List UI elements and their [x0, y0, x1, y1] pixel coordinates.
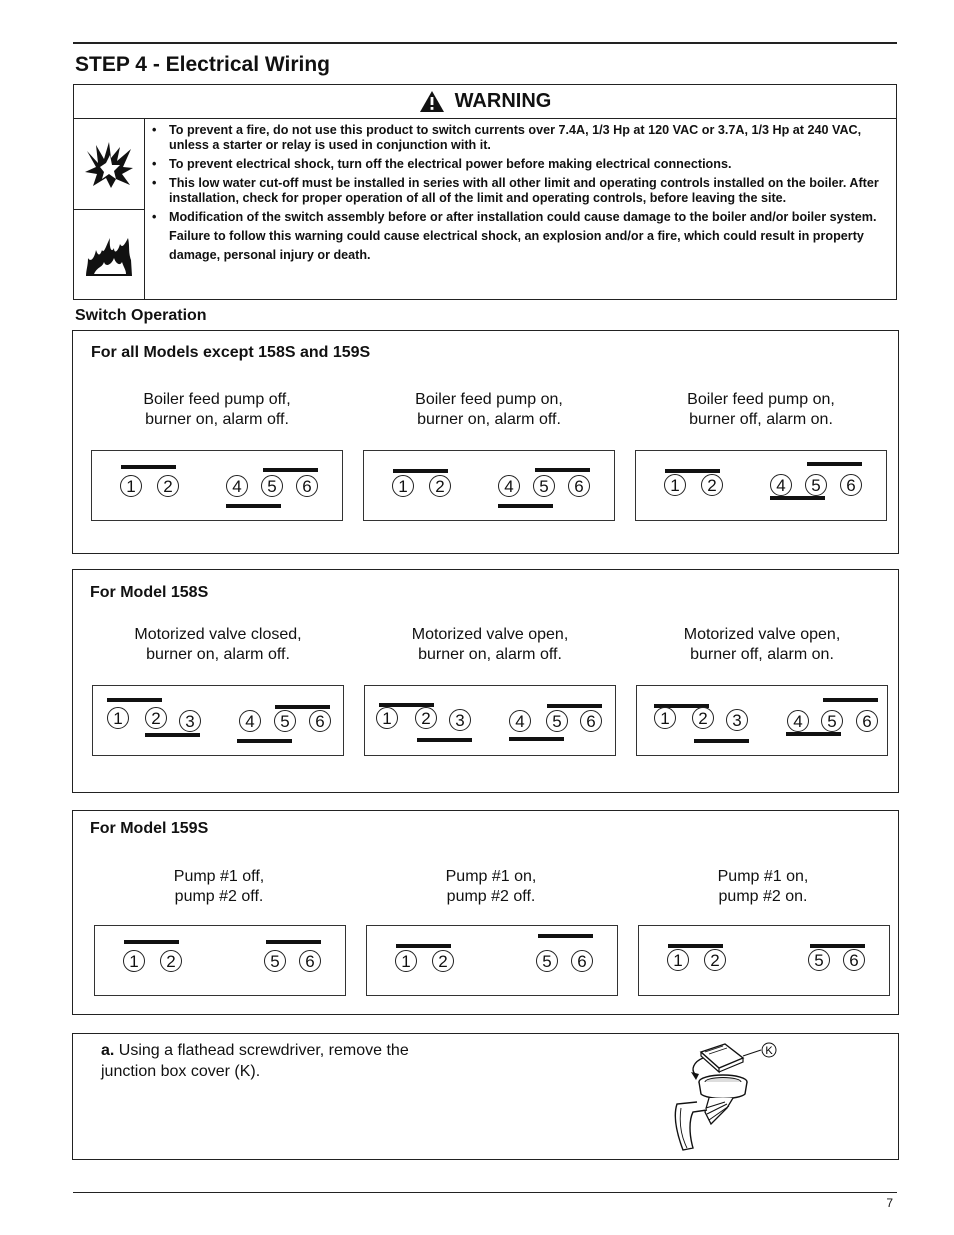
- switch-diagram: [91, 450, 343, 521]
- terminal-5: 5: [536, 950, 558, 972]
- terminal-6: 6: [568, 475, 590, 497]
- warning-bullet: • This low water cut-off must be installed in series with all other limit and operating controls installed on the boiler. After installation, check for proper operation of all of the limit and operating controls, before leaving the site.: [152, 176, 892, 206]
- terminal-2: 2: [415, 707, 437, 729]
- step-instruction: Using a flathead screwdriver, remove the junction box cover (K).: [101, 1042, 409, 1080]
- contact-bar: [393, 469, 448, 473]
- terminal-6: 6: [840, 474, 862, 496]
- terminal-6: 6: [309, 710, 331, 732]
- terminal-3: 3: [449, 709, 471, 731]
- panel-heading: For all Models except 158S and 159S: [91, 344, 371, 361]
- terminal-2: 2: [692, 707, 714, 729]
- contact-bar: [226, 504, 281, 508]
- step-letter: a.: [101, 1042, 115, 1059]
- bottom-rule: [73, 1192, 897, 1193]
- warning-consequence: Failure to follow this warning could cause electrical shock, an explosion and/or a fire, which could result in property damage, personal injury or death.: [169, 229, 864, 262]
- contact-bar: [417, 738, 472, 742]
- terminal-6: 6: [580, 710, 602, 732]
- terminal-1: 1: [395, 950, 417, 972]
- terminal-4: 4: [509, 710, 531, 732]
- warning-header: [74, 85, 896, 119]
- icon-separator: [74, 209, 144, 210]
- terminal-2: 2: [157, 475, 179, 497]
- terminal-4: 4: [498, 475, 520, 497]
- contact-bar: [547, 704, 602, 708]
- terminal-6: 6: [843, 949, 865, 971]
- explosion-icon: [84, 141, 134, 189]
- terminal-5: 5: [274, 710, 296, 732]
- switch-diagram: [92, 685, 344, 756]
- contact-bar: [535, 468, 590, 472]
- warning-bullet: • To prevent a fire, do not use this product to switch currents over 7.4A, 1/3 Hp at 120 VAC or 3.7A, 1/3 Hp at 240 VAC, unless a starter or relay is used in conjunction with it.: [152, 123, 892, 153]
- contact-bar: [786, 732, 841, 736]
- contact-bar: [694, 739, 749, 743]
- junction-box-illustration: [663, 1038, 783, 1154]
- warning-list: [152, 123, 892, 265]
- panel-all-models: [72, 330, 899, 554]
- terminal-3: 3: [726, 709, 748, 731]
- terminal-4: 4: [770, 474, 792, 496]
- callout-k: K: [765, 1045, 773, 1057]
- terminal-3: 3: [179, 710, 201, 732]
- terminal-2: 2: [160, 950, 182, 972]
- terminal-1: 1: [376, 707, 398, 729]
- terminal-6: 6: [299, 950, 321, 972]
- switch-diagram: [363, 450, 615, 521]
- contact-bar: [396, 944, 451, 948]
- terminal-1: 1: [664, 474, 686, 496]
- terminal-4: 4: [787, 710, 809, 732]
- diagram-caption: Pump #1 off, pump #2 off.: [173, 868, 265, 905]
- contact-bar: [124, 940, 179, 944]
- explosion-icon-cell: [74, 127, 144, 203]
- terminal-5: 5: [808, 949, 830, 971]
- fire-icon: [84, 232, 134, 278]
- diagram-caption: Pump #1 on, pump #2 on.: [717, 868, 809, 905]
- step-a-box: [72, 1033, 899, 1160]
- panel-model-159s: [72, 810, 899, 1015]
- terminal-6: 6: [571, 950, 593, 972]
- switch-diagram: [636, 685, 888, 756]
- contact-bar: [121, 465, 176, 469]
- terminal-2: 2: [429, 475, 451, 497]
- diagram-caption: Boiler feed pump on, burner off, alarm on.: [687, 391, 835, 428]
- contact-bar: [665, 469, 720, 473]
- terminal-5: 5: [533, 475, 555, 497]
- switch-diagram: [635, 450, 887, 521]
- terminal-1: 1: [120, 475, 142, 497]
- switch-diagram: [364, 685, 616, 756]
- terminal-6: 6: [296, 475, 318, 497]
- contact-bar: [237, 739, 292, 743]
- switch-diagram: [94, 925, 346, 996]
- terminal-2: 2: [145, 707, 167, 729]
- terminal-1: 1: [667, 949, 689, 971]
- contact-bar: [263, 468, 318, 472]
- contact-bar: [807, 462, 862, 466]
- top-rule: [73, 42, 897, 44]
- warning-box: [73, 84, 897, 300]
- step-a-text: [101, 1040, 441, 1082]
- terminal-2: 2: [704, 949, 726, 971]
- warning-icon-column: [74, 119, 145, 299]
- page-title: STEP 4 - Electrical Wiring: [75, 53, 331, 76]
- panel-model-158s: [72, 569, 899, 793]
- contact-bar: [823, 698, 878, 702]
- terminal-6: 6: [856, 710, 878, 732]
- terminal-2: 2: [432, 950, 454, 972]
- contact-bar: [275, 705, 330, 709]
- terminal-1: 1: [654, 707, 676, 729]
- terminal-4: 4: [226, 475, 248, 497]
- contact-bar: [498, 504, 553, 508]
- terminal-1: 1: [123, 950, 145, 972]
- terminal-4: 4: [239, 710, 261, 732]
- panel-heading: For Model 158S: [90, 584, 209, 601]
- terminal-1: 1: [392, 475, 414, 497]
- terminal-5: 5: [261, 475, 283, 497]
- contact-bar: [509, 737, 564, 741]
- switch-diagram: [638, 925, 890, 996]
- terminal-1: 1: [107, 707, 129, 729]
- contact-bar: [145, 733, 200, 737]
- warning-triangle-icon: [419, 90, 445, 113]
- warning-bullet: • Modification of the switch assembly before or after installation could cause damage to the boiler and/or boiler system.: [152, 210, 892, 225]
- diagram-caption: Motorized valve open, burner on, alarm off.: [411, 626, 569, 663]
- contact-bar: [266, 940, 321, 944]
- diagram-caption: Boiler feed pump on, burner on, alarm off.: [415, 391, 563, 428]
- terminal-2: 2: [701, 474, 723, 496]
- terminal-5: 5: [264, 950, 286, 972]
- contact-bar: [668, 944, 723, 948]
- terminal-5: 5: [546, 710, 568, 732]
- diagram-caption: Boiler feed pump off, burner on, alarm off.: [143, 391, 291, 428]
- contact-bar: [810, 944, 865, 948]
- diagram-caption: Motorized valve closed, burner on, alarm off.: [134, 626, 302, 663]
- panel-heading: For Model 159S: [90, 820, 209, 837]
- switch-operation-label: Switch Operation: [75, 307, 207, 324]
- diagram-caption: Motorized valve open, burner off, alarm on.: [683, 626, 841, 663]
- terminal-5: 5: [821, 710, 843, 732]
- diagram-caption: Pump #1 on, pump #2 off.: [445, 868, 537, 905]
- contact-bar: [107, 698, 162, 702]
- page-number: 7: [886, 1196, 893, 1210]
- warning-heading: WARNING: [454, 90, 552, 112]
- contact-bar: [770, 496, 825, 500]
- fire-icon-cell: [74, 215, 144, 295]
- contact-bar: [538, 934, 593, 938]
- terminal-5: 5: [805, 474, 827, 496]
- switch-diagram: [366, 925, 618, 996]
- warning-bullet: • To prevent electrical shock, turn off the electrical power before making electrical connections.: [152, 157, 892, 172]
